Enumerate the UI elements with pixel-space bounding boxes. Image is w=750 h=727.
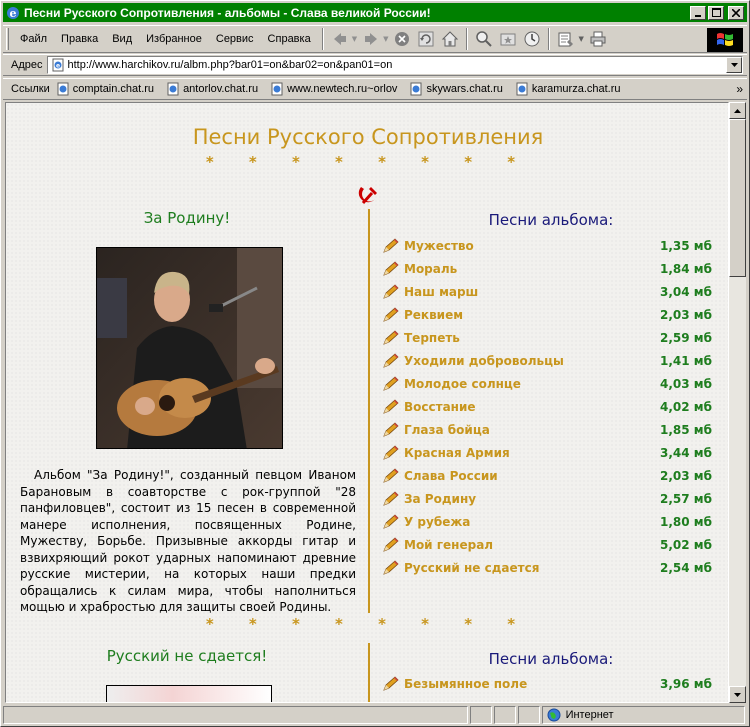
pencil-icon [382,445,400,461]
stop-icon[interactable] [391,28,413,50]
close-button[interactable] [728,6,744,20]
song-name[interactable]: Наш марш [404,285,479,299]
song-row[interactable] [382,374,712,394]
minimize-button[interactable] [690,6,706,20]
pencil-icon [382,676,400,692]
refresh-icon[interactable] [415,28,437,50]
menu-help[interactable]: Справка [267,33,311,45]
pencil-icon [382,376,400,392]
column-divider [368,209,370,613]
song-row[interactable] [382,535,712,555]
song-name[interactable]: Красная Армия [404,446,510,460]
address-box[interactable] [47,56,744,74]
song-row[interactable] [382,466,712,486]
song-name[interactable]: Молодое солнце [404,377,521,391]
song-size: 2,54 мб [660,561,712,575]
status-bar [3,705,747,725]
song-size: 3,44 мб [660,446,712,460]
song-row[interactable] [382,674,712,694]
back-icon[interactable] [329,28,351,50]
album-title: За Родину! [143,209,231,227]
stars-divider: * * * * * * * * [205,153,531,171]
song-row[interactable] [382,420,712,440]
page-icon [51,58,65,72]
song-name[interactable]: Мужество [404,239,474,253]
song-row[interactable] [382,236,712,256]
song-size: 1,80 мб [660,515,712,529]
pencil-icon [382,537,400,553]
song-row[interactable] [382,397,712,417]
address-dropdown-button[interactable] [726,57,742,73]
songs-header: Песни альбома: [488,650,614,668]
windows-logo-icon [707,28,743,52]
status-cell [518,706,540,724]
song-name[interactable]: Слава России [404,469,498,483]
forward-icon[interactable] [360,28,382,50]
song-row[interactable] [382,259,712,279]
song-size: 2,59 мб [660,331,712,345]
link-label: karamurza.chat.ru [531,83,621,95]
song-name[interactable]: Русский не сдается [404,561,540,575]
scroll-up-button[interactable] [729,102,746,119]
link-item[interactable] [515,82,621,96]
song-name[interactable]: У рубежа [404,515,471,529]
history-icon[interactable] [521,28,543,50]
song-size: 2,03 мб [660,469,712,483]
song-row[interactable] [382,512,712,532]
song-row[interactable] [382,282,712,302]
status-zone [542,706,745,724]
title-bar [3,3,747,22]
song-size: 1,84 мб [660,262,712,276]
song-size: 4,03 мб [660,377,712,391]
song-size: 3,96 мб [660,677,712,691]
pencil-icon [382,284,400,300]
home-icon[interactable] [439,28,461,50]
song-name[interactable]: За Родину [404,492,477,506]
song-name[interactable]: Безымянное поле [404,677,528,691]
song-size: 1,35 мб [660,239,712,253]
song-size: 4,02 мб [660,400,712,414]
songs-header: Песни альбома: [488,211,614,229]
song-name[interactable]: Мой генерал [404,538,494,552]
page-icon [56,82,70,96]
page-icon [270,82,284,96]
menu-edit[interactable]: Правка [61,33,99,45]
song-name[interactable]: Мораль [404,262,458,276]
song-name[interactable]: Реквием [404,308,464,322]
mail-dropdown-icon[interactable]: ▼ [578,35,584,43]
pencil-icon [382,399,400,415]
song-size: 2,57 мб [660,492,712,506]
status-cell [494,706,516,724]
menu-tools[interactable]: Сервис [215,33,254,45]
pencil-icon [382,353,400,369]
page-icon [515,82,529,96]
song-name[interactable]: Терпеть [404,331,460,345]
song-name[interactable]: Глаза бойца [404,423,490,437]
song-name[interactable]: Уходили добровольцы [404,354,564,368]
status-message [3,706,468,724]
pencil-icon [382,422,400,438]
song-size: 5,02 мб [660,538,712,552]
print-icon[interactable] [587,28,609,50]
song-row[interactable] [382,351,712,371]
vertical-scrollbar[interactable] [729,102,746,703]
pencil-icon [382,514,400,530]
song-row[interactable] [382,489,712,509]
links-more-icon[interactable]: » [736,82,743,96]
toolbar-separator [548,28,550,50]
song-size: 2,03 мб [660,308,712,322]
pencil-icon [382,330,400,346]
address-input[interactable] [68,59,727,71]
pencil-icon [382,468,400,484]
page-icon [409,82,423,96]
toolbar-separator [322,28,324,50]
page-icon [166,82,180,96]
search-icon[interactable] [473,28,495,50]
toolbar-grip[interactable] [6,28,9,50]
pencil-icon [382,307,400,323]
hammer-sickle-icon [355,183,381,209]
status-cell [470,706,492,724]
song-row[interactable] [382,305,712,325]
song-size: 3,04 мб [660,285,712,299]
forward-dropdown-icon[interactable]: ▼ [383,35,389,43]
toolbar-separator [466,28,468,50]
link-item[interactable] [166,82,258,96]
link-label: www.newtech.ru~orlov [287,83,398,95]
link-label: comptain.chat.ru [72,83,155,95]
menu-file[interactable]: Файл [20,33,48,45]
link-item[interactable] [270,82,397,96]
album-photo[interactable] [106,685,272,703]
album-title: Русский не сдается! [106,647,268,665]
menu-favorites[interactable]: Избранное [146,33,202,45]
song-size: 1,85 мб [660,423,712,437]
links-bar-row [3,78,747,100]
pencil-icon [382,261,400,277]
song-row[interactable] [382,558,712,578]
page-title: Песни Русского Сопротивления [192,125,544,149]
scroll-thumb[interactable] [729,119,746,277]
address-label: Адрес [11,59,43,71]
album-photo[interactable] [96,247,283,449]
mail-icon[interactable] [555,28,577,50]
song-row[interactable] [382,328,712,348]
link-label: skywars.chat.ru [426,83,503,95]
svg-text:e: e [9,6,17,20]
pencil-icon [382,491,400,507]
link-item[interactable] [409,82,502,96]
song-size: 1,41 мб [660,354,712,368]
page-content [5,102,729,703]
song-row[interactable] [382,443,712,463]
svg-text:e: e [55,62,60,70]
link-item[interactable] [56,82,154,96]
stars-divider: * * * * * * * * [205,615,531,633]
globe-icon [547,708,561,722]
pencil-icon [382,238,400,254]
menu-view[interactable]: Вид [112,33,133,45]
album-description: Альбом "За Родину!", созданный певцом Иваном Барановым в соавторстве с рок-группой "28 панфиловцев", состоит из 15 песен в современной манере исполнения, посвященных Родине, Мужеству, Борьбе. Призывные аккорды гитар и взвихряющий рокот ударных напоминают древние русские мистерии, на которых наши предки обращались к силам мира, чтобы наполниться мощью и храбростью для защиты своей Родины. [20,468,356,614]
column-divider [368,643,370,703]
status-zone-label: Интернет [565,709,614,721]
menu-toolbar-row [3,25,747,53]
pencil-icon [382,560,400,576]
scroll-down-button[interactable] [729,686,746,703]
maximize-button[interactable] [708,6,724,20]
address-bar-row [3,54,747,76]
link-label: antorlov.chat.ru [183,83,259,95]
links-label: Ссылки [11,83,50,95]
window-title: Песни Русского Сопротивления - альбомы - Слава великой России! [24,5,431,20]
ie-logo-icon [6,6,20,20]
favorites-icon[interactable] [497,28,519,50]
song-name[interactable]: Восстание [404,400,476,414]
back-dropdown-icon[interactable]: ▼ [351,35,358,43]
